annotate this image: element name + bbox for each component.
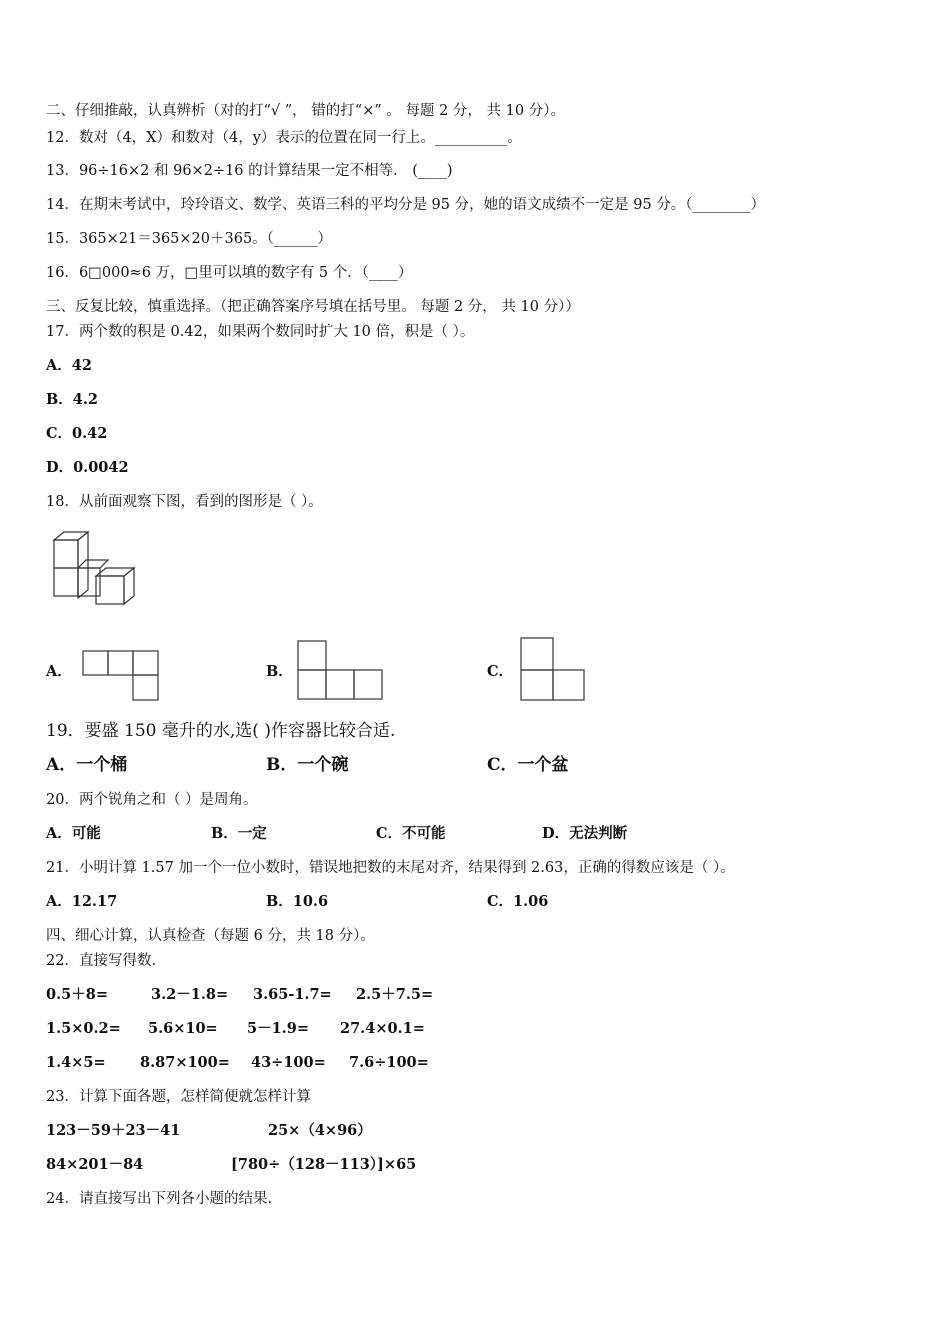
question-15: 15．365×21＝365×20＋365。（______） xyxy=(46,231,332,247)
question-21-option-b: B．10.6 xyxy=(266,893,329,910)
question-19-option-b: B．一个碗 xyxy=(266,755,349,775)
cube-stack-figure xyxy=(48,530,140,606)
question-17-stem: 17．两个数的积是 0.42，如果两个数同时扩大 10 倍，积是（ ）。 xyxy=(46,324,475,340)
question-17-option-c: C．0.42 xyxy=(46,425,108,442)
calc-item: 1.5×0.2= xyxy=(46,1020,121,1037)
calc-item: [780÷（128－113）]×65 xyxy=(231,1156,417,1173)
question-22-stem: 22．直接写得数. xyxy=(46,953,157,969)
question-18-option-b-label: B． xyxy=(266,663,293,680)
question-18-stem: 18．从前面观察下图，看到的图形是（ ）。 xyxy=(46,494,323,510)
question-20-option-d: D．无法判断 xyxy=(542,825,628,842)
calc-item: 8.87×100= xyxy=(140,1054,230,1071)
question-12: 12．数对（4，X）和数对（4，y）表示的位置在同一行上。__________。 xyxy=(46,130,522,146)
question-18-option-c-label: C． xyxy=(487,663,514,680)
question-18-option-a-label: A． xyxy=(46,663,72,680)
calc-item: 123－59＋23－41 xyxy=(46,1122,181,1139)
question-14: 14．在期末考试中，玲玲语文、数学、英语三科的平均分是 95 分，她的语文成绩不一定是 95 分。（________） xyxy=(46,197,766,213)
section-2-heading: 二、仔细推敲，认真辨析（对的打“√ ”， 错的打“×” 。 每题 2 分， 共 10 分）。 xyxy=(46,103,565,119)
question-19-option-c: C．一个盆 xyxy=(487,755,569,775)
calc-item: 3.65-1.7= xyxy=(253,986,332,1003)
question-21-stem: 21．小明计算 1.57 加一个一位小数时，错误地把数的末尾对齐，结果得到 2.63，正确的得数应该是（ ）。 xyxy=(46,860,735,876)
calc-item: 43÷100= xyxy=(251,1054,326,1071)
question-21-option-a: A．12.17 xyxy=(46,893,118,910)
calc-item: 27.4×0.1= xyxy=(340,1020,425,1037)
question-19-stem: 19．要盛 150 毫升的水,选( )作容器比较合适. xyxy=(46,721,396,741)
question-18-option-c-figure xyxy=(519,636,587,702)
calc-item: 25×（4×96） xyxy=(268,1122,372,1139)
question-13: 13．96÷16×2 和 96×2÷16 的计算结果一定不相等． (____) xyxy=(46,163,453,179)
question-16: 16．6□000≈6 万，□里可以填的数字有 5 个．（____） xyxy=(46,265,413,281)
question-23-stem: 23．计算下面各题，怎样简便就怎样计算 xyxy=(46,1089,311,1105)
calc-item: 84×201－84 xyxy=(46,1156,144,1173)
section-4-heading: 四、细心计算，认真检查（每题 6 分，共 18 分）。 xyxy=(46,928,375,944)
question-24-stem: 24．请直接写出下列各小题的结果. xyxy=(46,1191,273,1207)
question-19-option-a: A．一个桶 xyxy=(46,755,128,775)
question-17-option-b: B．4.2 xyxy=(46,391,98,408)
calc-item: 5.6×10= xyxy=(148,1020,218,1037)
question-18-option-a-figure xyxy=(82,650,160,702)
question-20-option-a: A．可能 xyxy=(46,825,101,842)
section-3-heading: 三、反复比较，慎重选择。（把正确答案序号填在括号里。 每题 2 分， 共 10 分）） xyxy=(46,299,580,315)
question-18-option-b-figure xyxy=(296,639,386,701)
question-20-option-c: C．不可能 xyxy=(376,825,446,842)
calc-item: 7.6÷100= xyxy=(349,1054,429,1071)
question-20-stem: 20．两个锐角之和（ ）是周角。 xyxy=(46,792,258,808)
calc-item: 2.5＋7.5= xyxy=(356,986,434,1003)
calc-item: 1.4×5= xyxy=(46,1054,106,1071)
question-21-option-c: C．1.06 xyxy=(487,893,549,910)
question-17-option-a: A．42 xyxy=(46,357,92,374)
calc-item: 5－1.9= xyxy=(247,1020,309,1037)
calc-item: 3.2－1.8= xyxy=(151,986,229,1003)
question-17-option-d: D．0.0042 xyxy=(46,459,129,476)
calc-item: 0.5＋8= xyxy=(46,986,108,1003)
question-20-option-b: B．一定 xyxy=(211,825,267,842)
